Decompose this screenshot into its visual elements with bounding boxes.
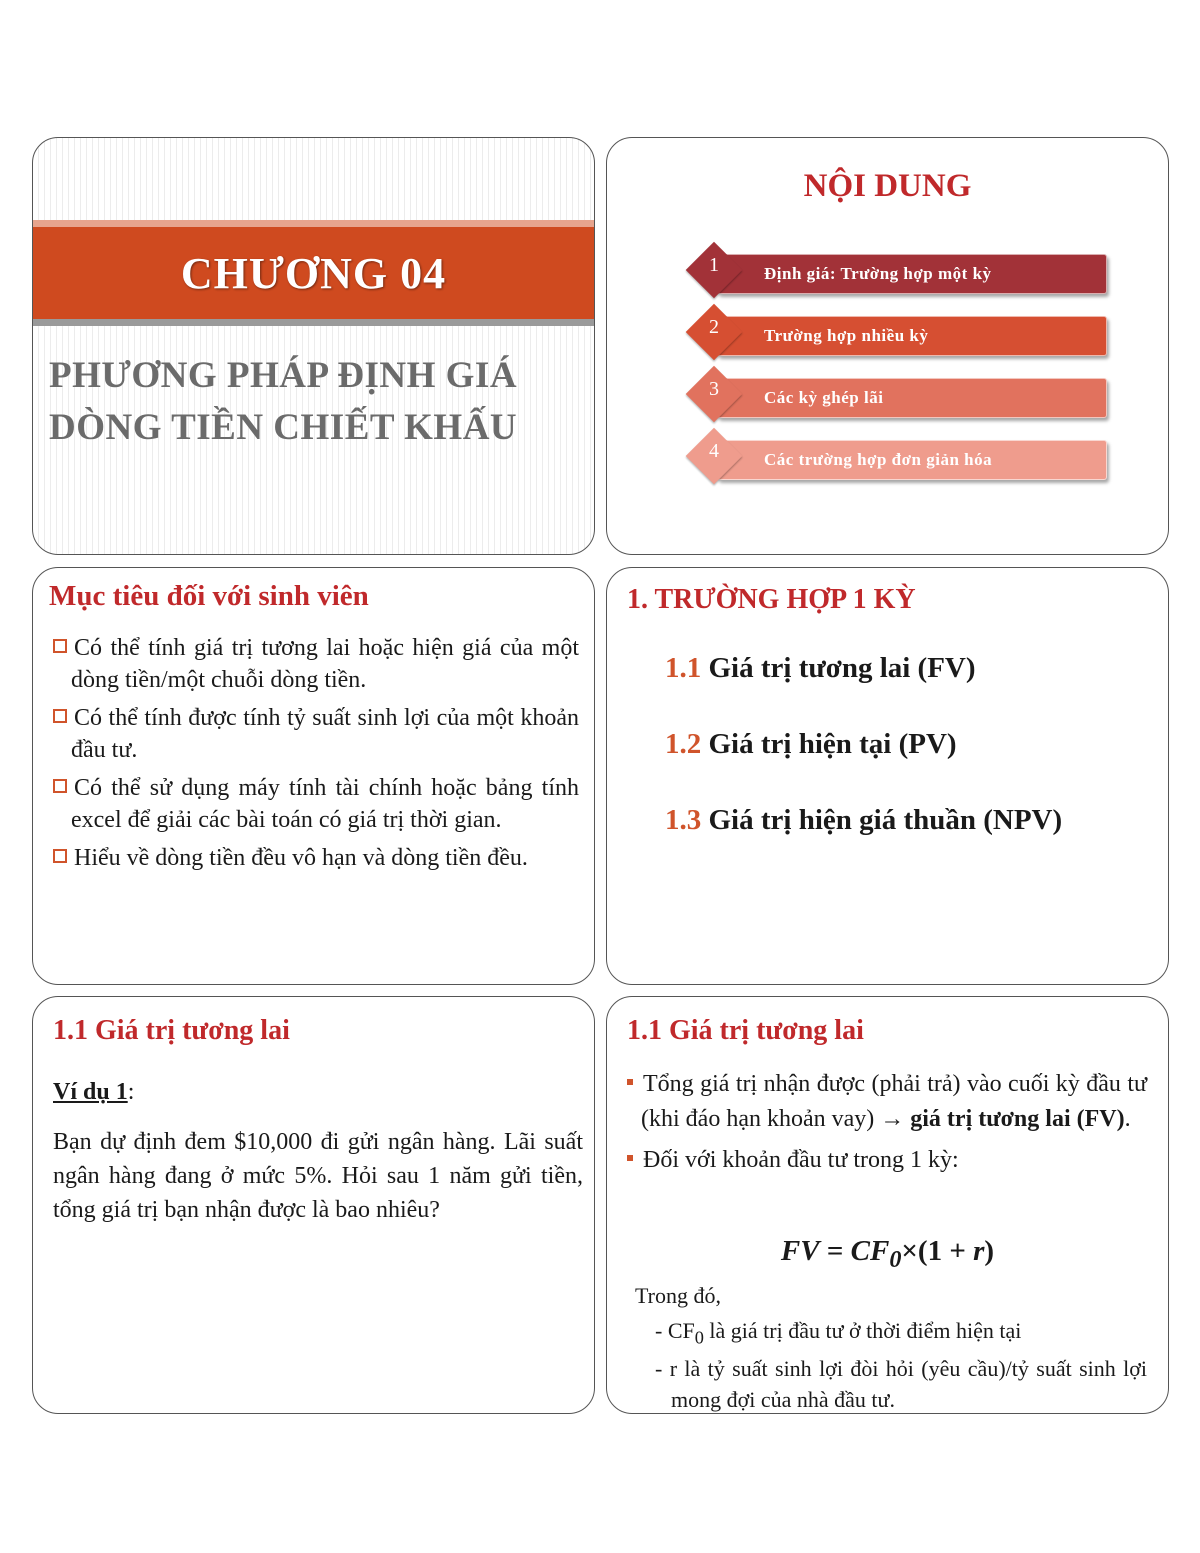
section-item — [665, 728, 957, 761]
contents-item — [689, 250, 1109, 296]
formula-rest-a: ×(1 + — [901, 1235, 974, 1267]
fv-formula — [607, 1235, 1168, 1274]
objective-item — [53, 632, 579, 696]
objective-text: Có thể tính giá trị tương lai hoặc hiện giá của một dòng tiền/một chuỗi dòng tiền. — [71, 635, 579, 693]
section-number: 1.3 — [665, 804, 702, 836]
formula-eq: = — [819, 1235, 851, 1267]
example-label-colon: : — [127, 1079, 135, 1105]
contents-item-label: Trường hợp nhiều kỳ — [764, 326, 929, 345]
objectives-list — [53, 632, 579, 880]
objectives-title: Mục tiêu đối với sinh viên — [49, 580, 369, 612]
contents-item-number: 4 — [709, 440, 719, 462]
square-bullet-icon — [627, 1079, 633, 1085]
contents-item-number: 3 — [709, 378, 719, 400]
checkbox-bullet-icon — [53, 849, 67, 863]
chapter-subtitle — [49, 350, 589, 454]
contents-item — [689, 374, 1109, 420]
objective-item — [53, 772, 579, 836]
example-label-text: Ví dụ 1 — [53, 1079, 128, 1105]
objective-text: Có thể tính được tính tỷ suất sinh lợi của một khoản đầu tư. — [71, 705, 579, 763]
fv-bullet-text: Đối với khoản đầu tư trong 1 kỳ: — [643, 1147, 959, 1173]
contents-item-number: 1 — [709, 254, 719, 276]
fv-bullet — [627, 1067, 1147, 1137]
where-item — [655, 1315, 1147, 1353]
slide-chapter-title — [32, 137, 595, 555]
fv-bullet-end: . — [1124, 1106, 1131, 1132]
fv-bullet-bold: giá trị tương lai (FV) — [910, 1106, 1125, 1132]
section-number: 1.1 — [665, 652, 702, 684]
example-text: Bạn dự định đem $10,000 đi gửi ngân hàng. Lãi suất ngân hàng đang ở mức 5%. Hỏi sau 1 năm gửi tiền, tổng giá trị bạn nhận được là bao nhiêu? — [53, 1129, 583, 1223]
formula-r: r — [973, 1235, 985, 1267]
formula-lhs: FV — [780, 1235, 820, 1267]
objective-text: Có thể sử dụng máy tính tài chính hoặc bảng tính excel để giải các bài toán có giá trị thời gian. — [71, 775, 579, 833]
section-number: 1.2 — [665, 728, 702, 760]
formula-sub: 0 — [889, 1245, 902, 1273]
objective-item — [53, 702, 579, 766]
formula-rest-b: ) — [984, 1235, 995, 1267]
fv-bullets — [627, 1067, 1147, 1184]
checkbox-bullet-icon — [53, 779, 67, 793]
objective-text: Hiểu về dòng tiền đều vô hạn và dòng tiền đều. — [74, 845, 528, 871]
contents-item — [689, 312, 1109, 358]
where-item-text: - CF — [655, 1318, 695, 1343]
section-item — [665, 652, 976, 685]
slide-fv-example — [32, 996, 595, 1414]
fv-definition-title: 1.1 Giá trị tương lai — [627, 1015, 864, 1046]
section-text: Giá trị tương lai (FV) — [708, 652, 976, 684]
slide-single-period — [606, 567, 1169, 985]
slide-objectives — [32, 567, 595, 985]
slide-contents — [606, 137, 1169, 555]
where-item: - r là tỷ suất sinh lợi đòi hỏi (yêu cầu)/tỷ suất sinh lợi mong đợi của nhà đầu tư. — [655, 1356, 1147, 1413]
objective-item — [53, 842, 579, 874]
where-item-text-rest: là giá trị đầu tư ở thời điểm hiện tại — [703, 1318, 1022, 1343]
contents-item-label: Các trường hợp đơn giản hóa — [764, 450, 993, 469]
contents-item-label: Định giá: Trường hợp một kỳ — [764, 264, 992, 283]
checkbox-bullet-icon — [53, 709, 67, 723]
where-list — [655, 1315, 1147, 1414]
chapter-subtitle-line1: PHƯƠNG PHÁP ĐỊNH GIÁ — [49, 355, 518, 396]
checkbox-bullet-icon — [53, 639, 67, 653]
section-item — [665, 804, 1062, 837]
where-intro: Trong đó, — [635, 1283, 721, 1308]
contents-item — [689, 436, 1109, 482]
section-text: Giá trị hiện tại (PV) — [708, 728, 957, 760]
single-period-title: 1. TRƯỜNG HỢP 1 KỲ — [627, 584, 916, 615]
formula-cf: CF — [850, 1235, 890, 1267]
slide-fv-definition — [606, 996, 1169, 1414]
fv-bullet — [627, 1143, 1147, 1178]
example-label — [53, 1079, 134, 1106]
where-item-sub: 0 — [694, 1327, 704, 1348]
square-bullet-icon — [627, 1155, 633, 1161]
contents-title: NỘI DUNG — [803, 168, 972, 204]
fv-bullet-text: Tổng giá trị nhận được (phải trả) vào cuối kỳ đầu tư (khi đáo hạn khoản vay) — [641, 1071, 1147, 1132]
chapter-title: CHƯƠNG 04 — [180, 249, 447, 298]
fv-example-title: 1.1 Giá trị tương lai — [53, 1015, 290, 1046]
contents-item-label: Các kỳ ghép lãi — [764, 388, 884, 407]
section-text: Giá trị hiện giá thuần (NPV) — [708, 804, 1063, 836]
right-arrow-icon: → — [880, 1106, 905, 1132]
contents-item-number: 2 — [709, 316, 719, 338]
chapter-subtitle-line2: DÒNG TIỀN CHIẾT KHẤU — [49, 407, 518, 448]
